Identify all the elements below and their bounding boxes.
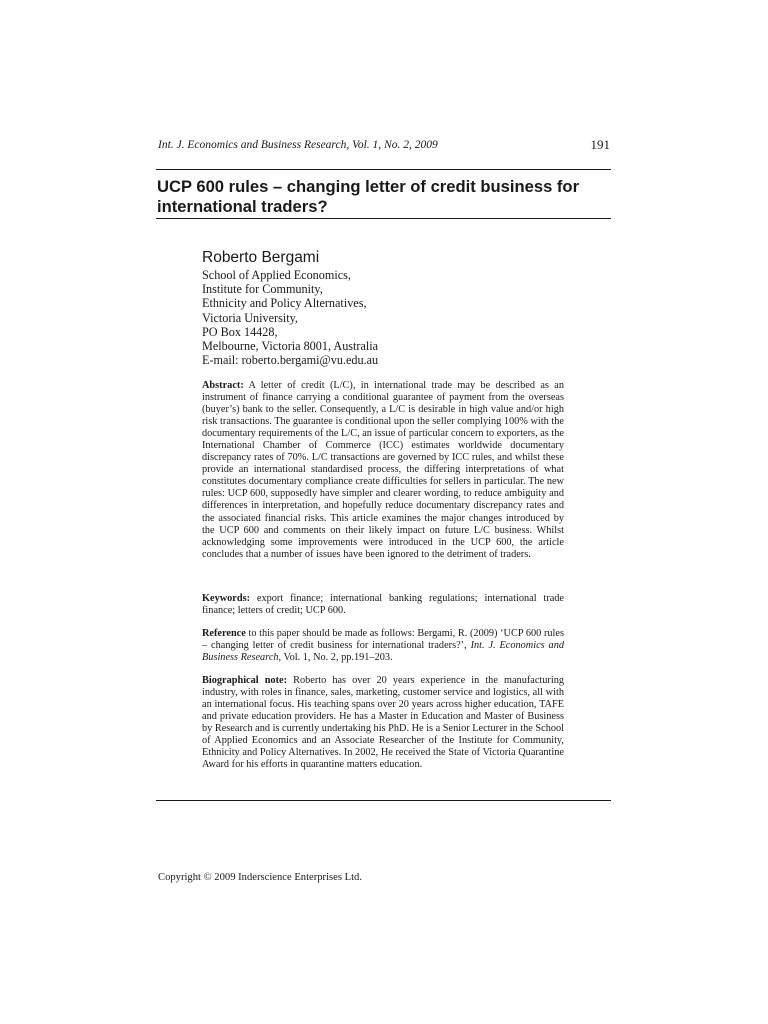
affiliation-line: Ethnicity and Policy Alternatives, (202, 296, 367, 311)
keywords (202, 593, 564, 617)
article-title (157, 177, 617, 217)
reference-journal: Int. J. Economics and Business Research (202, 640, 564, 664)
affiliation-line: PO Box 14428, (202, 324, 278, 339)
reference-label: Reference (202, 628, 246, 639)
top-divider (156, 169, 611, 170)
reference (202, 628, 564, 664)
reference-details: , Vol. 1, No. 2, pp.191–203. (278, 652, 393, 664)
reference-text: to this paper should be made as follows: Bergami, R. (2009) ‘UCP 600 rules – changing letter of credit business for international traders?’, (202, 628, 564, 652)
bio-text: Roberto has over 20 years experience in the manufacturing industry, with roles in finance, sales, marketing, customer service and logistics, all with an international focus. His teaching spans over 20 years across higher education, TAFE and private education providers. He has a Master in Education and Master of Business by Research and is currently undertaking his PhD. He is a Senior Lecturer in the School of Applied Economics and an Associate Researcher of the Institute for Community, Ethnicity and Policy Alternatives. In 2002, He received the State of Victoria Quarantine Award for his efforts in quarantine matters education. (202, 675, 565, 771)
title-line-2: international traders? (157, 197, 328, 216)
page-number: 191 (590, 137, 610, 152)
bio-label: Biographical note: (202, 675, 288, 686)
journal-citation: Int. J. Economics and Business Research, Vol. 1, No. 2, 2009 (158, 139, 438, 151)
biographical-note (202, 675, 564, 771)
abstract-text: A letter of credit (L/C), in international trade may be described as an instrument of finance carrying a conditional guarantee of payment from the overseas (buyer’s) bank to the seller. Consequently, a L/C is desirable in high value and/or high risk transactions. The guarantee is conditional upon the seller complying 100% with the documentary requirements of the L/C, an issue of particular concern to exporters, as the International Chamber of Commerce (ICC) estimates worldwide documentary discrepancy rates of 70%. L/C transactions are governed by ICC rules, and whilst these provide an international standardised process, the differing interpretations of what constitutes documentary compliance create difficulties for sellers in particular. The new rules: UCP 600, supposedly have simpler and clearer wording, to reduce ambiguity and differences in interpretation, and hopefully reduce documentary discrepancy rates and the associated financial risks. This article examines the major changes introduced by the UCP 600 and comments on their likely impact on future L/C business. Whilst acknowledging some improvements were introduced in the UCP 600, the article concludes that a number of issues have been ignored to the detriment of traders. (202, 380, 564, 560)
author-affiliation (202, 268, 562, 367)
keywords-text: export finance; international banking regulations; international trade finance; letters of credit; UCP 600. (202, 593, 564, 617)
affiliation-line: Victoria University, (202, 310, 298, 325)
abstract-label: Abstract: (202, 380, 244, 391)
running-head (158, 139, 610, 151)
title-divider (156, 218, 611, 219)
bottom-divider (156, 800, 611, 801)
title-line-1: UCP 600 rules – changing letter of credit business for (157, 177, 580, 196)
keywords-label: Keywords: (202, 593, 251, 604)
author-email: E-mail: roberto.bergami@vu.edu.au (202, 353, 379, 368)
affiliation-line: School of Applied Economics, (202, 268, 351, 282)
author-name: Roberto Bergami (202, 249, 320, 266)
abstract (202, 380, 564, 561)
affiliation-line: Melbourne, Victoria 8001, Australia (202, 339, 379, 354)
affiliation-line: Institute for Community, (202, 282, 323, 297)
copyright-notice: Copyright © 2009 Inderscience Enterprises Ltd. (158, 872, 362, 883)
